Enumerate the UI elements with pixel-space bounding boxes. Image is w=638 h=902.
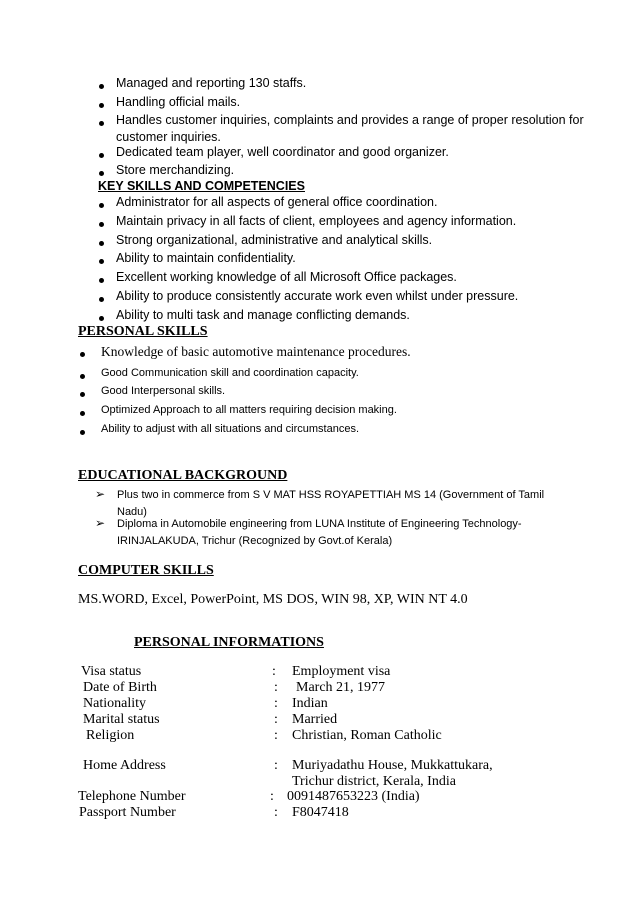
experience-item: Dedicated team player, well coordinator and good organizer. [116, 145, 449, 159]
info-separator: : [274, 712, 278, 727]
personal-info-heading: PERSONAL INFORMATIONS [134, 635, 324, 650]
experience-item: Handling official mails. [116, 95, 241, 109]
info-separator: : [274, 758, 278, 773]
bullet-icon [80, 392, 85, 397]
info-separator: : [274, 696, 278, 711]
bullet-icon [99, 259, 104, 264]
info-label-date-of-birth: Date of Birth [83, 680, 157, 695]
info-value-religion: Christian, Roman Catholic [292, 728, 442, 743]
info-value-nationality: Indian [292, 696, 328, 711]
personal-skill-item: Knowledge of basic automotive maintenance procedures. [101, 344, 411, 359]
personal-skills-heading: PERSONAL SKILLS [78, 324, 208, 339]
info-separator: : [274, 805, 278, 820]
key-skill-item: Administrator for all aspects of general office coordination. [116, 195, 438, 209]
bullet-icon [99, 278, 104, 283]
computer-skills-heading: COMPUTER SKILLS [78, 563, 214, 578]
education-item-continued: Nadu) [117, 506, 147, 518]
info-label-nationality: Nationality [83, 696, 146, 711]
education-item-continued: IRINJALAKUDA, Trichur (Recognized by Govt.of Kerala) [117, 535, 393, 547]
personal-skill-item: Good Interpersonal skills. [101, 385, 226, 397]
experience-item: Store merchandizing. [116, 163, 235, 177]
personal-skill-item: Optimized Approach to all matters requiring decision making. [101, 404, 397, 416]
education-item: Diploma in Automobile engineering from LUNA Institute of Engineering Technology- [117, 518, 522, 530]
info-separator: : [270, 789, 274, 804]
info-label-telephone-number: Telephone Number [78, 789, 186, 804]
info-label-marital-status: Marital status [83, 712, 160, 727]
bullet-icon [99, 171, 104, 176]
bullet-icon [80, 352, 85, 357]
key-skill-item: Ability to multi task and manage conflicting demands. [116, 308, 410, 322]
info-value-home-address-line2: Trichur district, Kerala, India [292, 774, 456, 789]
experience-item-continued: customer inquiries. [116, 130, 221, 144]
arrow-bullet-icon: ➢ [95, 487, 106, 501]
info-separator: : [274, 728, 278, 743]
bullet-icon [99, 153, 104, 158]
bullet-icon [99, 103, 104, 108]
bullet-icon [80, 430, 85, 435]
key-skill-item: Maintain privacy in all facts of client, employees and agency information. [116, 214, 517, 228]
bullet-icon [99, 241, 104, 246]
info-value-telephone-number: 0091487653223 (India) [287, 789, 420, 804]
info-label-visa-status: Visa status [81, 664, 142, 679]
info-separator: : [272, 664, 276, 679]
key-skill-item: Ability to maintain confidentiality. [116, 251, 296, 265]
bullet-icon [99, 84, 104, 89]
info-separator: : [274, 680, 278, 695]
key-skills-heading: KEY SKILLS AND COMPETENCIES [98, 179, 305, 193]
info-value-date-of-birth: March 21, 1977 [296, 680, 386, 695]
bullet-icon [80, 374, 85, 379]
education-item: Plus two in commerce from S V MAT HSS ROYAPETTIAH MS 14 (Government of Tamil [117, 489, 545, 501]
bullet-icon [99, 203, 104, 208]
info-label-religion: Religion [86, 728, 135, 743]
info-label-home-address: Home Address [83, 758, 166, 773]
bullet-icon [99, 121, 104, 126]
key-skill-item: Strong organizational, administrative and analytical skills. [116, 233, 433, 247]
info-value-visa-status: Employment visa [292, 664, 391, 679]
computer-skills-text: MS.WORD, Excel, PowerPoint, MS DOS, WIN 98, XP, WIN NT 4.0 [78, 592, 468, 607]
bullet-icon [99, 297, 104, 302]
info-label-passport-number: Passport Number [79, 805, 176, 820]
experience-item: Handles customer inquiries, complaints and provides a range of proper resolution for [116, 113, 584, 127]
info-value-home-address: Muriyadathu House, Mukkattukara, [292, 758, 493, 773]
personal-skill-item: Good Communication skill and coordination capacity. [101, 367, 359, 379]
bullet-icon [99, 316, 104, 321]
info-value-marital-status: Married [292, 712, 338, 727]
personal-skill-item: Ability to adjust with all situations and circumstances. [101, 423, 360, 435]
info-value-passport-number: F8047418 [292, 805, 349, 820]
education-heading: EDUCATIONAL BACKGROUND [78, 468, 288, 483]
experience-item: Managed and reporting 130 staffs. [116, 76, 307, 90]
bullet-icon [99, 222, 104, 227]
arrow-bullet-icon: ➢ [95, 516, 106, 530]
key-skill-item: Ability to produce consistently accurate work even whilst under pressure. [116, 289, 519, 303]
bullet-icon [80, 411, 85, 416]
key-skill-item: Excellent working knowledge of all Microsoft Office packages. [116, 270, 457, 284]
